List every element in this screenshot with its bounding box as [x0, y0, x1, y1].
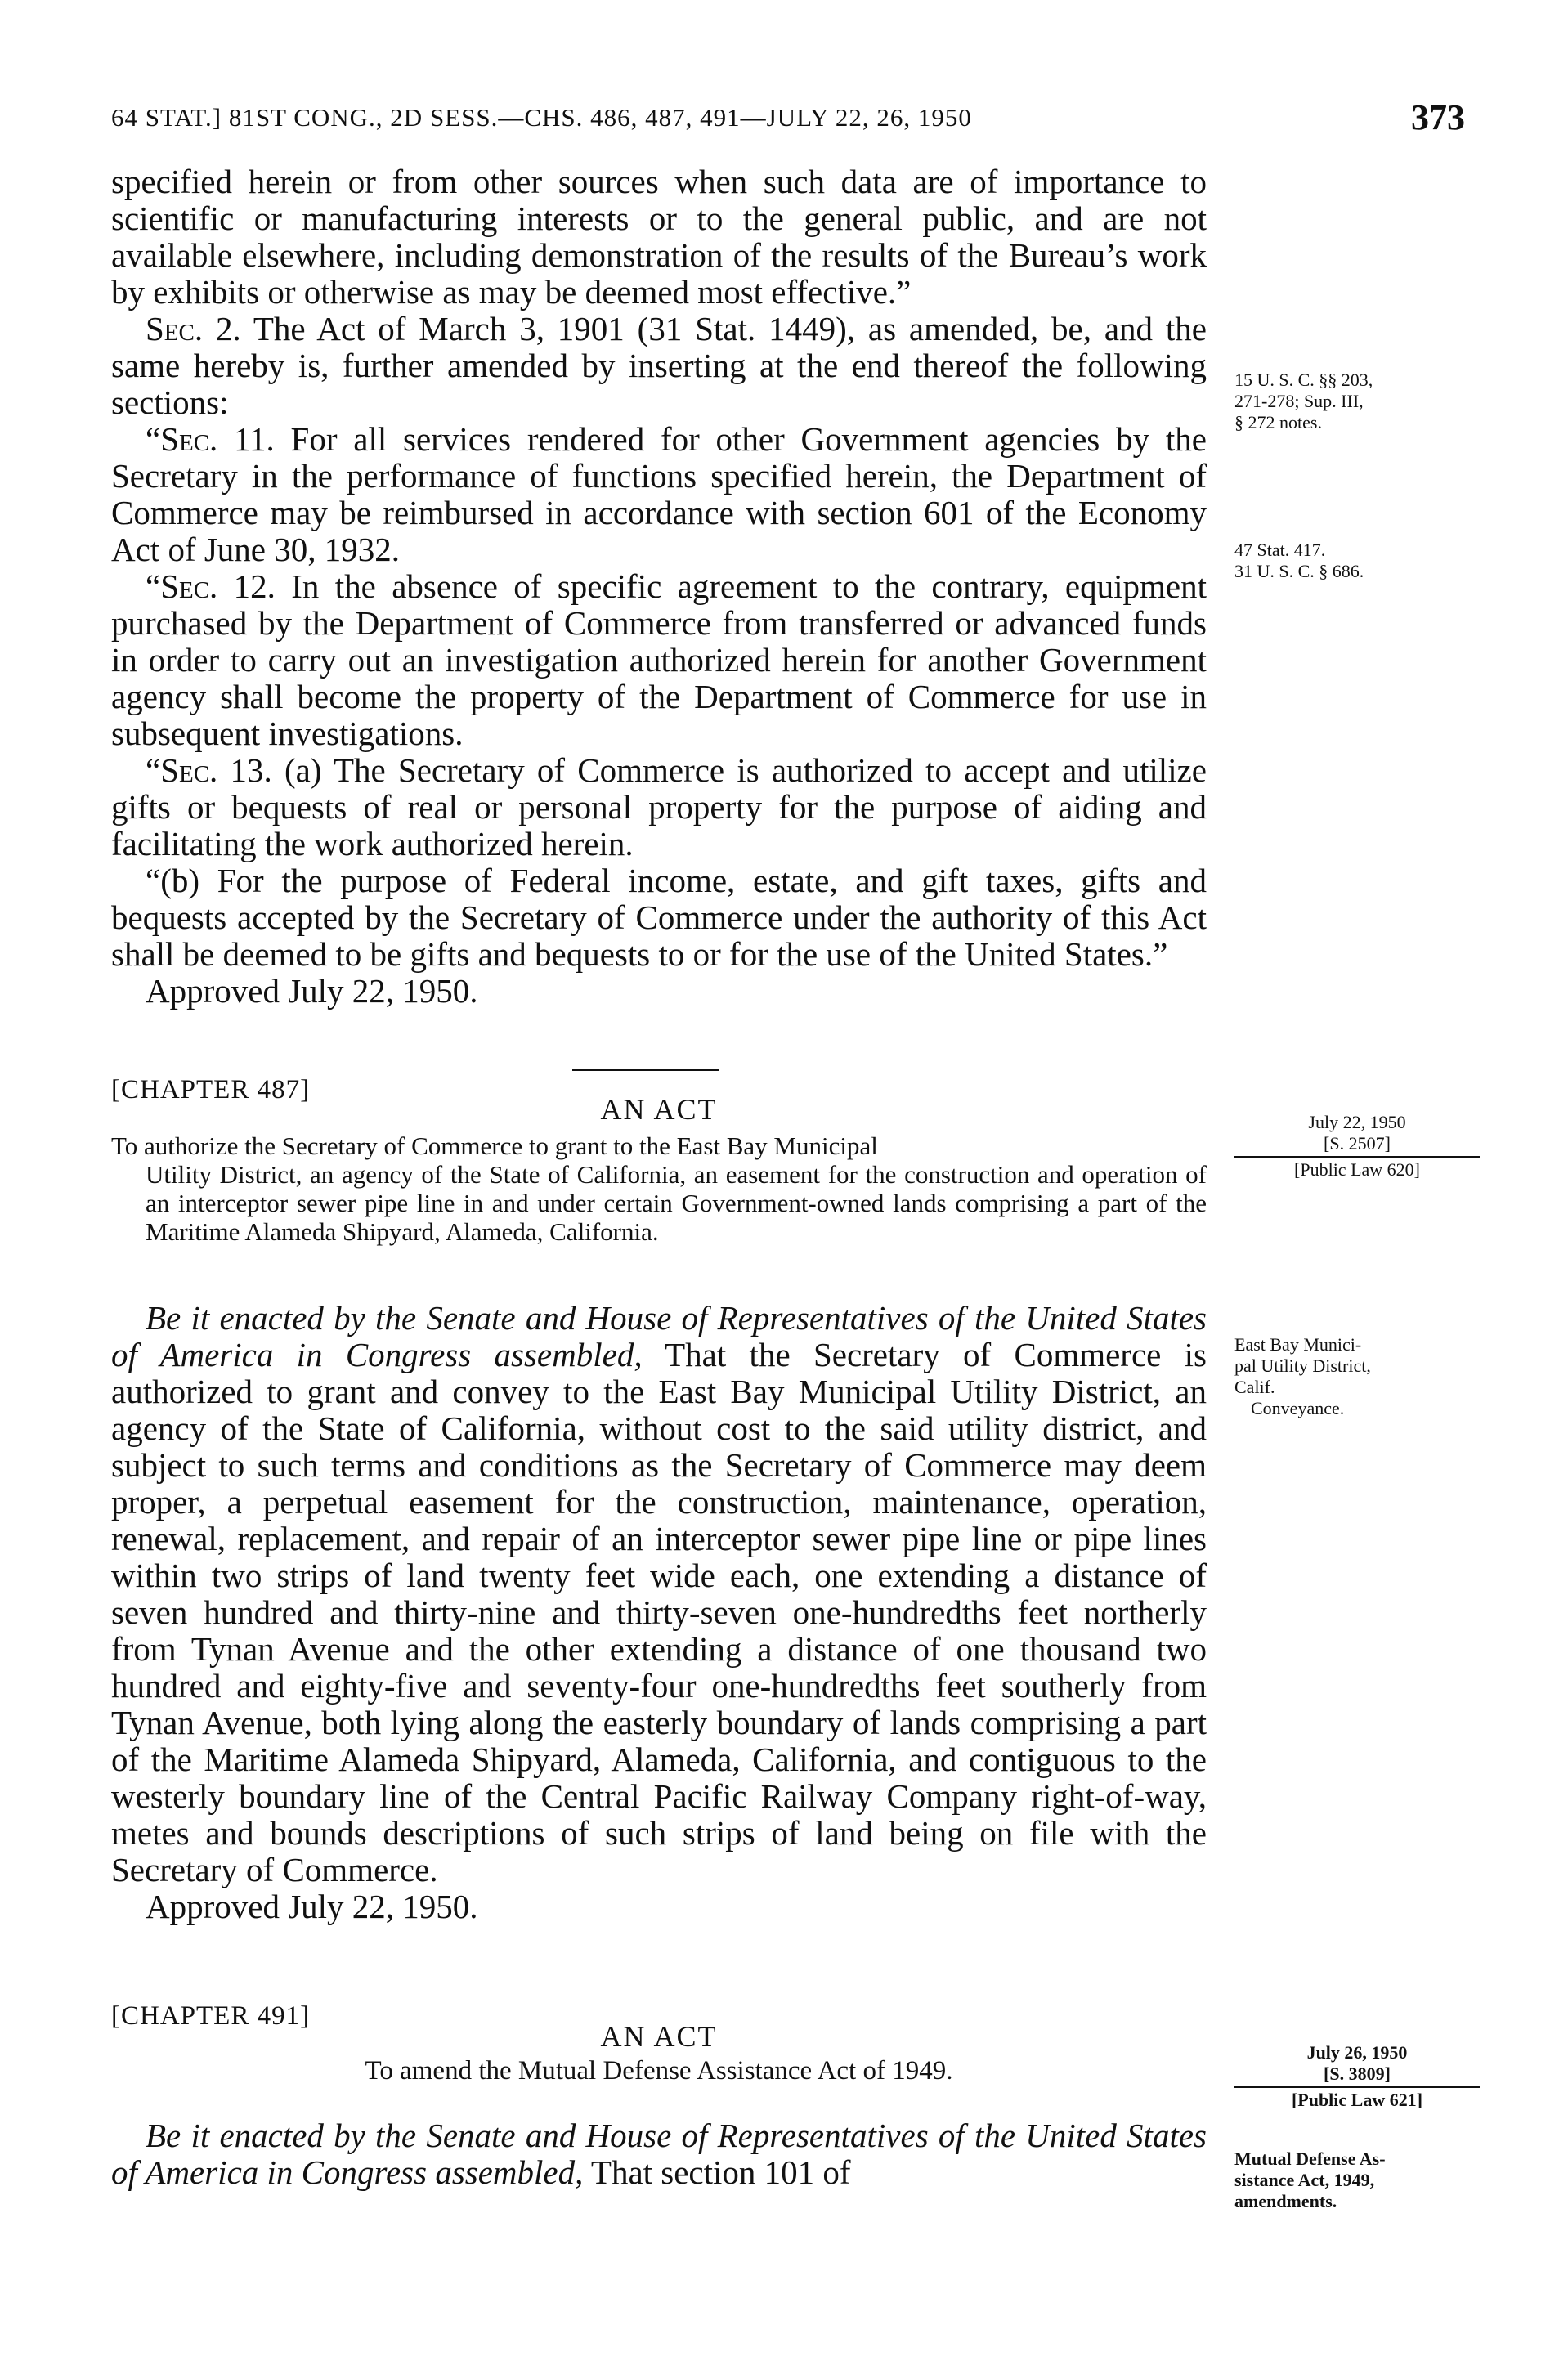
chapter-487-sidenote [1234, 1112, 1480, 1180]
chapter-487-act-title: AN ACT [600, 1093, 718, 1126]
margin-note-stat-citation: 47 Stat. 417. 31 U. S. C. § 686. [1234, 540, 1364, 581]
section-11-text: For all services rendered for other Government agencies by the Secretary in the performance of functions specified herein, the Department of Commerce may be reimbursed in accordance with section 601 of the Economy Act of June 30, 1932. [111, 420, 1207, 568]
section-11-label: “Sec. 11. [146, 420, 275, 458]
section-2-text: The Act of March 3, 1901 (31 Stat. 1449), as amended, be, and the same hereby is, further amended by inserting at the end thereof the following sections: [111, 310, 1207, 421]
chapter-491-main-paragraph [111, 2117, 1207, 2191]
sidenote-rule [1234, 2086, 1480, 2088]
chapter-491-public-law: [Public Law 621] [1291, 2090, 1423, 2110]
chapter-486-continuation [111, 164, 1207, 1010]
section-13-paragraph [111, 752, 1207, 862]
chapter-491-body [111, 2117, 1207, 2191]
section-12-paragraph [111, 568, 1207, 752]
chapter-487-date: July 22, 1950 [1308, 1112, 1406, 1132]
enacting-clause: Be it enacted by the Senate and House of Representatives of the United States of America in Congress assembled, [111, 1299, 1207, 1373]
chapter-487-bill: [S. 2507] [1324, 1133, 1391, 1154]
margin-note-usc-citation: 15 U. S. C. §§ 203, 271-278; Sup. III, § 272 notes. [1234, 370, 1373, 432]
approval-line-486: Approved July 22, 1950. [146, 972, 478, 1010]
approval-line-487: Approved July 22, 1950. [146, 1888, 478, 1925]
chapter-491-sidenote [1234, 2042, 1480, 2111]
enacting-clause: Be it enacted by the Senate and House of Representatives of the United States of America in Congress assembled, [111, 2117, 1207, 2191]
section-11-paragraph [111, 421, 1207, 568]
page-number: 373 [1411, 97, 1465, 137]
chapter-491-act-title: AN ACT [600, 2020, 718, 2053]
chapter-491-purpose: To amend the Mutual Defense Assistance Act of 1949. [365, 2056, 953, 2085]
chapter-487-label: [CHAPTER 487] [111, 1075, 311, 1104]
section-12-label: “Sec. 12. [146, 567, 276, 605]
page-header [111, 96, 1465, 146]
chapter-487-text: That the Secretary of Commerce is authorized to grant and convey to the East Bay Municipal Utility District, an agency of the State of California, without cost to the said utility district, and subject to such terms and conditions as the Secretary of Commerce may deem proper, a perpetual easement for the construction, maintenance, operation, renewal, replacement, and repair of an interceptor sewer pipe line or pipe lines within two strips of land twenty feet wide each, one extending a distance of seven hundred and thirty-nine and thirty-seven one-hundredths feet northerly from Tynan Avenue and the other extending a distance of one thousand two hundred and eighty-five and seventy-four one-hundredths feet southerly from Tynan Avenue, both lying along the easterly boundary of lands comprising a part of the Maritime Alameda Shipyard, Alameda, California, and contiguous to the westerly boundary line of the Central Pacific Railway Company right-of-way, metes and bounds descriptions of such strips of land being on file with the Secretary of Commerce. [111, 1336, 1207, 1888]
chapter-491-bill: [S. 3809] [1324, 2063, 1391, 2084]
chapter-487-public-law: [Public Law 620] [1294, 1159, 1420, 1180]
section-2-paragraph [111, 311, 1207, 421]
section-13-label: “Sec. 13. [146, 751, 272, 789]
quote-tail-paragraph: specified herein or from other sources when such data are of importance to scientific or manufacturing interests or to the general public, and are not available elsewhere, including demonstration of the results of the Bureau’s work by exhibits or otherwise as may be deemed most effective.” [111, 163, 1207, 311]
chapter-491-text: That section 101 of [583, 2153, 851, 2191]
chapter-491-label: [CHAPTER 491] [111, 2001, 311, 2031]
section-2-label: Sec. 2. [146, 310, 241, 347]
chapter-491-date: July 26, 1950 [1306, 2042, 1408, 2063]
section-divider-rule [572, 1069, 719, 1071]
section-13b-paragraph: “(b) For the purpose of Federal income, estate, and gift taxes, gifts and bequests accepted by the Secretary of Commerce under the authority of this Act shall be deemed to be gifts and bequests to or for the use of the United States.” [111, 862, 1207, 973]
sidenote-rule [1234, 1156, 1480, 1158]
section-13-text: (a) The Secretary of Commerce is authorized to accept and utilize gifts or bequests of real or personal property for the purpose of aiding and facilitating the work authorized herein. [111, 751, 1207, 862]
section-12-text: In the absence of specific agreement to the contrary, equipment purchased by the Department of Commerce from transferred or advanced funds in order to carry out an investigation authorized herein for another Government agency shall become the property of the Department of Commerce for use in subsequent investigations. [111, 567, 1207, 752]
margin-note-east-bay: East Bay Munici- pal Utility District, Calif. Conveyance. [1234, 1334, 1371, 1418]
chapter-487-body [111, 1300, 1207, 1925]
running-head: 64 STAT.] 81ST CONG., 2D SESS.—CHS. 486, 487, 491—JULY 22, 26, 1950 [111, 103, 972, 132]
margin-note-mutual-defense: Mutual Defense As- sistance Act, 1949, amendments. [1234, 2148, 1386, 2211]
chapter-487-main-paragraph [111, 1300, 1207, 1888]
chapter-487-purpose: To authorize the Secretary of Commerce to grant to the East Bay Municipal Utility District, an agency of the State of California, an easement for the construction and operation of an interceptor sewer pipe line in and under certain Government-owned lands comprising a part of the Maritime Alameda Shipyard, Alameda, California. [111, 1131, 1207, 1246]
